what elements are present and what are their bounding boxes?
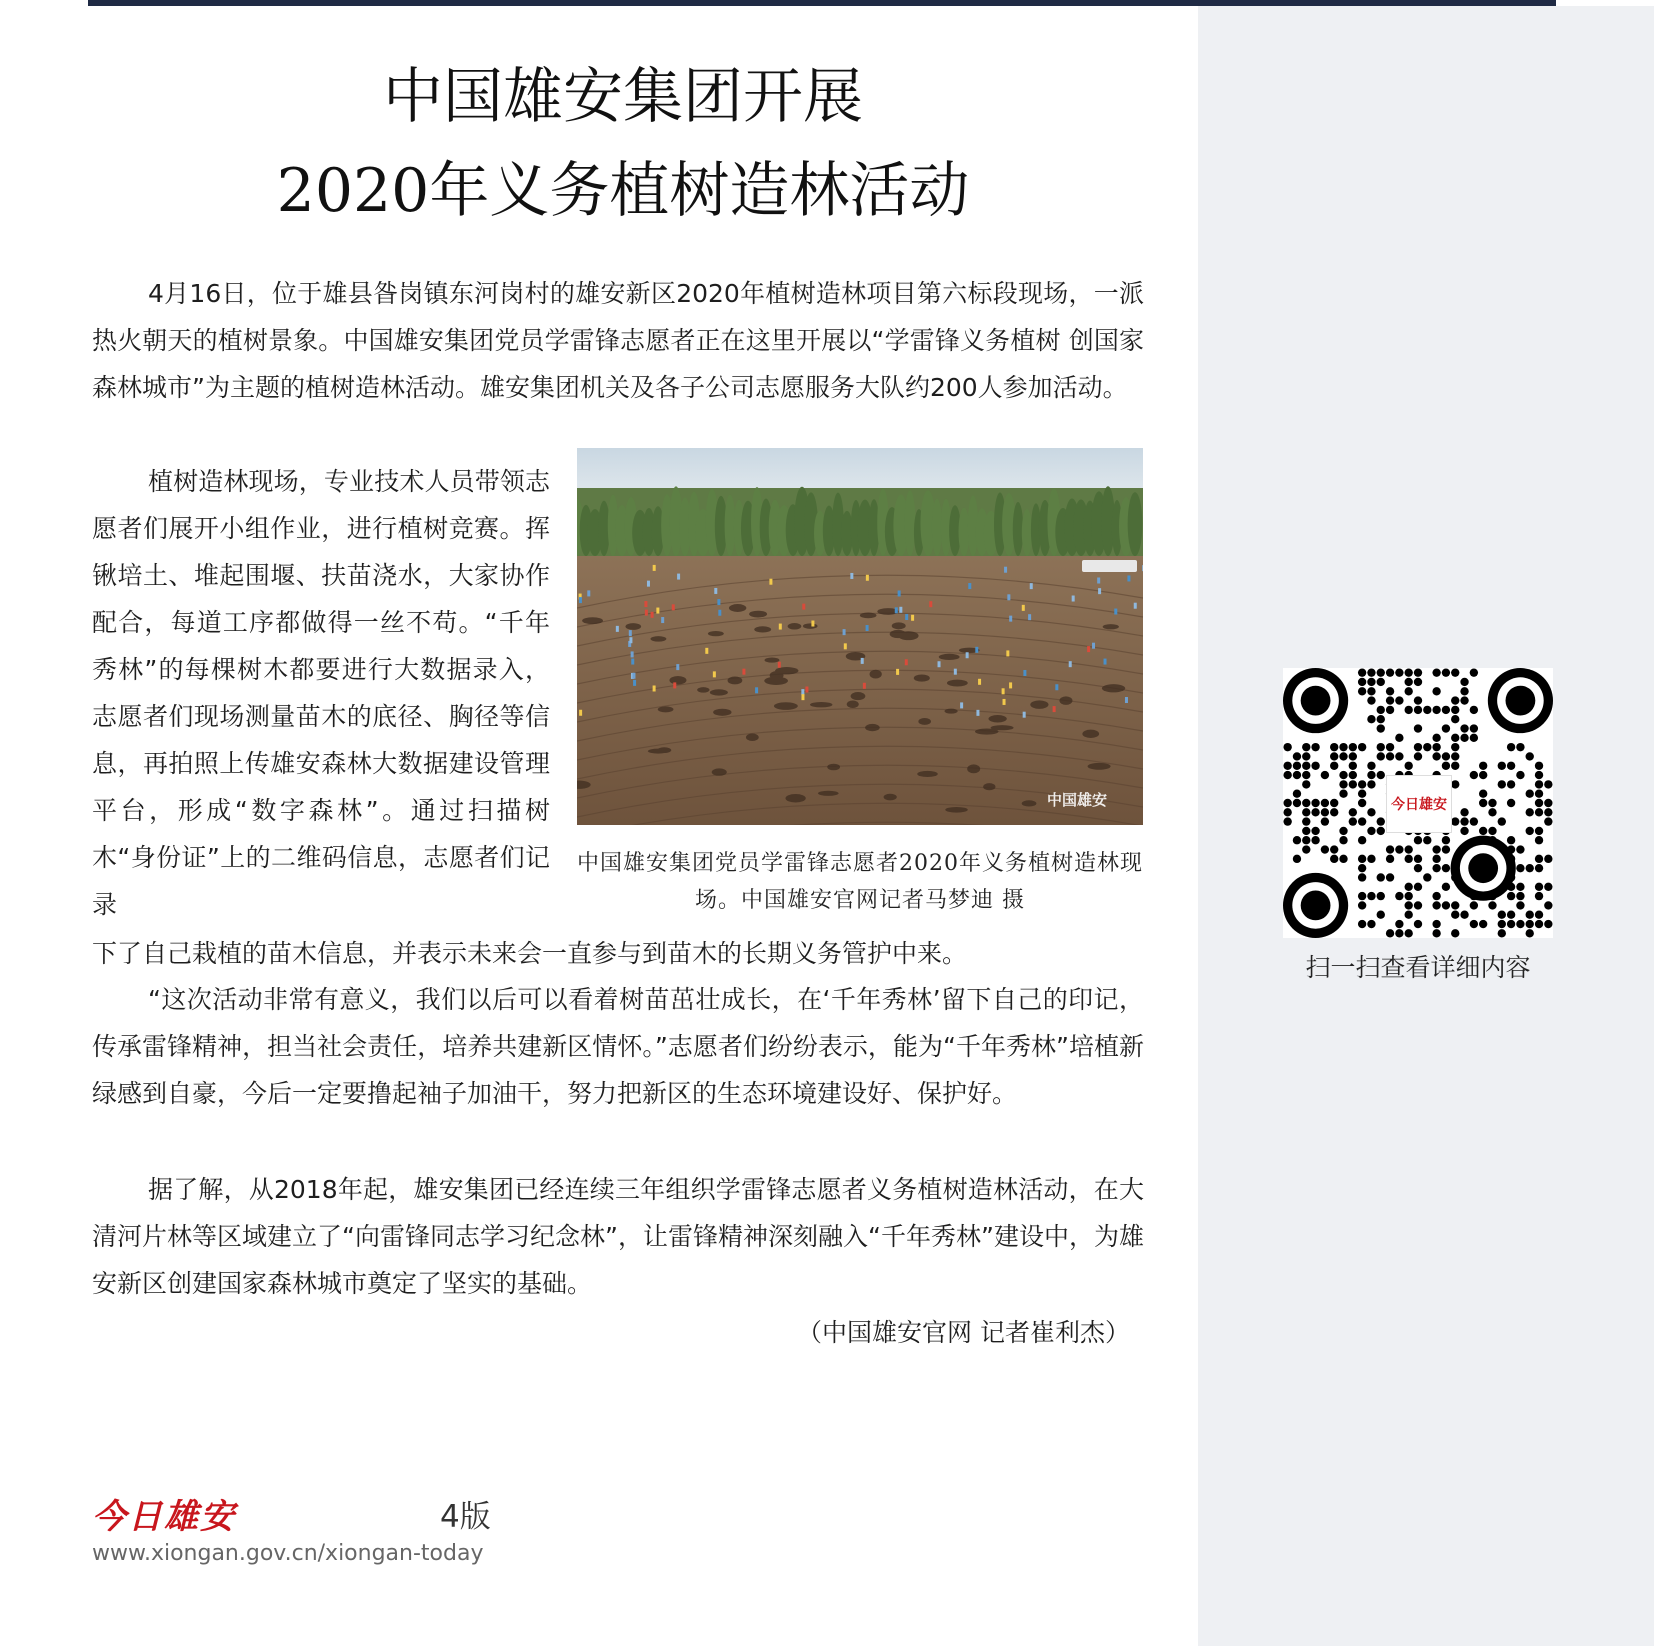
article-paragraph-3: “这次活动非常有意义，我们以后可以看着树苗茁壮成长，在‘千年秀林’留下自己的印记，传承雷锋精神，担当社会责任，培养共建新区情怀。”志愿者们纷纷表示，能为“千年秀林”培植新绿感到自豪，今后一定要撸起袖子加油干，努力把新区的生态环境建设好、保护好。	[92, 985, 1144, 1108]
tree-planting-photo	[577, 448, 1143, 825]
article-paragraph-2-wrapped: 植树造林现场，专业技术人员带领志愿者们展开小组作业，进行植树竞赛。挥锹培土、堆起围堰、扶苗浇水，大家协作配合，每道工序都做得一丝不苟。“千年秀林”的每棵树木都要进行大数据录入，志愿者们现场测量苗木的底径、胸径等信息，再拍照上传雄安森林大数据建设管理平台，形成“数字森林”。通过扫描树木“身份证”上的二维码信息，志愿者们记录	[92, 467, 550, 919]
article-paragraph-1: 4月16日，位于雄县昝岗镇东河岗村的雄安新区2020年植树造林项目第六标段现场，一派热火朝天的植树景象。中国雄安集团党员学雷锋志愿者正在这里开展以“学雷锋义务植树 创国家森林城市”为主题的植树造林活动。雄安集团机关及各子公司志愿服务大队约200人参加活动。	[92, 279, 1144, 402]
page-number: 4版	[440, 1499, 491, 1535]
photo-watermark: 中国雄安	[1047, 791, 1108, 809]
qr-label: 扫一扫查看详细内容	[1305, 953, 1531, 982]
footer-logo: 今日雄安	[92, 1497, 236, 1537]
footer-url[interactable]: www.xiongan.gov.cn/xiongan-today	[92, 1541, 484, 1566]
article-paragraph-2-continued: 下了自己栽植的苗木信息，并表示未来会一直参与到苗木的长期义务管护中来。	[92, 939, 968, 968]
article-paragraph-4: 据了解，从2018年起，雄安集团已经连续三年组织学雷锋志愿者义务植树造林活动，在大清河片林等区域建立了“向雷锋同志学习纪念林”，让雷锋精神深刻融入“千年秀林”建设中，为雄安新区创建国家森林城市奠定了坚实的基础。	[92, 1175, 1144, 1298]
headline-line-2: 2020年义务植树造林活动	[276, 156, 970, 226]
article-byline: （中国雄安官网 记者崔利杰）	[797, 1318, 1130, 1347]
photo-caption: 中国雄安集团党员学雷锋志愿者2020年义务植树造林现场。中国雄安官网记者马梦迪 摄	[577, 851, 1143, 913]
qr-center-logo: 今日雄安	[1386, 775, 1452, 833]
qr-code[interactable]	[1283, 668, 1553, 938]
article-headline	[88, 50, 1158, 238]
headline-line-1: 中国雄安集团开展	[383, 62, 863, 132]
